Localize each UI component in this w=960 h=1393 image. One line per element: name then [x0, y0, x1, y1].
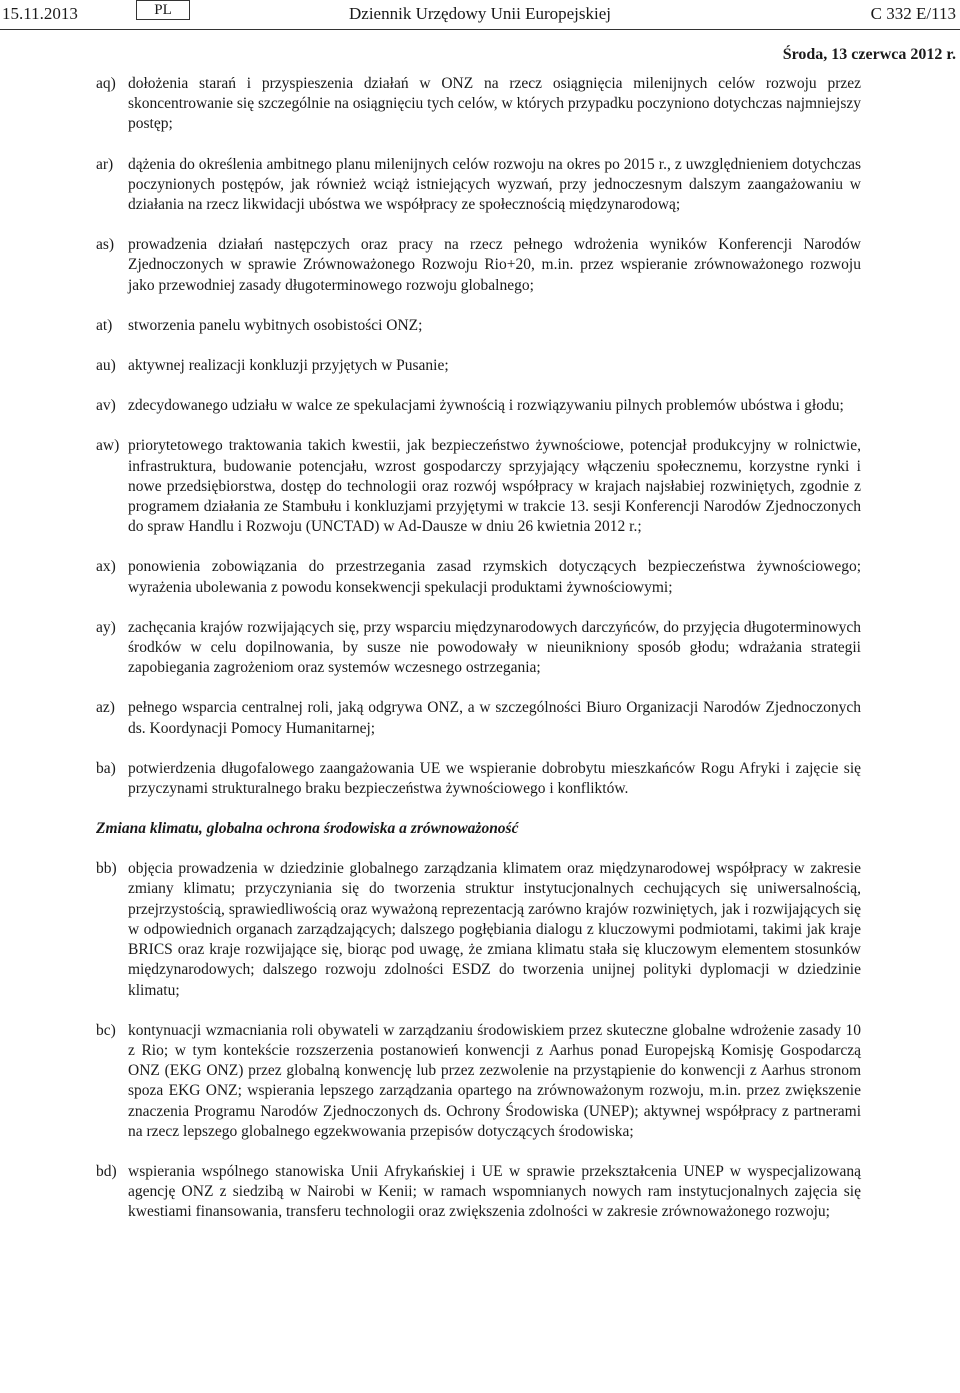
item-label: at) — [96, 316, 113, 334]
publication-date: 15.11.2013 — [2, 4, 78, 23]
item-text: wspierania wspólnego stanowiska Unii Afrykańskiej i UE w sprawie przekształcenia UNEP w wyspecjalizowaną agencję ONZ z siedzibą w Nairobi w Kenii; w ramach wspomnianych nowych ram instytucjonalnych zajęcia się kwestiami finansowania, transferu technologii oraz zwiększenia zdolności w zakresie zrównoważonego rozwoju; — [128, 1162, 861, 1221]
list-item — [96, 235, 861, 296]
item-label: aq) — [96, 75, 116, 92]
session-date: Środa, 13 czerwca 2012 r. — [782, 46, 956, 63]
item-label: au) — [96, 357, 116, 375]
item-text: prowadzenia działań następczych oraz pracy na rzecz pełnego wdrożenia wyników Konferencji Narodów Zjednoczonych w sprawie Zrównoważonego Rozwoju Rio+20, m.in. przez wspieranie zrównoważonego rozwoju jako przewodniej zasady długoterminowego rozwoju globalnego; — [128, 236, 861, 294]
list-item — [96, 396, 861, 416]
list-item — [96, 74, 861, 135]
item-text: zachęcania krajów rozwijających się, przy wsparciu międzynarodowych darczyńców, do przyjęcia długoterminowych środków w celu dopilnowania, by susze nie powodowały w nieunikniony sposób głodu; wdrażania strategii zapobiegania zagrożeniom oraz systemów wczesnego ostrzegania; — [128, 618, 861, 677]
page-reference: C 332 E/113 — [870, 4, 956, 23]
document-body — [96, 74, 861, 1243]
list-item — [96, 436, 861, 537]
item-label: aw) — [96, 437, 120, 455]
item-text: dołożenia starań i przyspieszenia działań w ONZ na rzecz osiągnięcia milenijnych celów rozwoju przez skoncentrowanie się szczególnie na osiągnięciu tych celów, w których przypadku poczyniono dotychczas najmniejszy postęp; — [128, 75, 861, 133]
list-item — [96, 316, 861, 336]
item-text: zdecydowanego udziału w walce ze spekulacjami żywnością i rozwiązywaniu pilnych problemów ubóstwa i głodu; — [128, 397, 844, 415]
item-text: priorytetowego traktowania takich kwestii, jak bezpieczeństwo żywnościowe, potencjał produkcyjny w rolnictwie, infrastruktura, budowanie potencjału, wzrost gospodarczy sprzyjający włączeniu społecznemu, korzystne rynki i nowe przedsiębiorstwa, dostęp do technologii oraz rozwój współpracy w krajach najsłabiej rozwiniętych, zgodnie z programem działania ze Stambułu i konkluzjami przyjętymi w trakcie 13. sesji Konferencji Narodów Zjednoczonych do spraw Handlu i Rozwoju (UNCTAD) w Ad-Dausze w dniu 26 kwietnia 2012 r.; — [128, 437, 861, 536]
language-badge: PL — [136, 0, 190, 20]
item-text: objęcia prowadzenia w dziedzinie globalnego zarządzania klimatem oraz międzynarodowej współpracy w zakresie zmiany klimatu; przyczyniania się do tworzenia struktur instytucjonalnych cechujących się uniwersalnością, przejrzystością, sprawiedliwością oraz wyważoną reprezentacją zarówno krajów rozwiniętych, jak i rozwijających się w odpowiednich organach zarządzających; dalszego pogłębiania dialogu z kluczowymi podmiotami, takimi jak kraje BRICS oraz kraje rozwijające się, biorąc pod uwagę, że zmiana klimatu stała się kluczowym elementem stosunków międzynarodowych; dalszego rozwoju zdolności ESDZ do tworzenia unijnej polityki dyplomacji w dziedzinie klimatu; — [128, 860, 861, 999]
list-item — [96, 155, 861, 216]
item-text: kontynuacji wzmacniania roli obywateli w zarządzaniu środowiskiem przez skuteczne globalne wdrożenie zasady 10 z Rio; w tym kontekście rozszerzenia postanowień konwencji z Aarhus ponad Europejską Komisję Gospodarczą ONZ (EKG ONZ) przez globalną konwencję lub przez zezwolenie na przystąpienie do konwencji z Aarhus stronom spoza EKG ONZ; wspierania lepszego zarządzania opartego na zrównoważonym rozwoju, m.in. przez zwiększenie znaczenia Programu Narodów Zjednoczonych ds. Ochrony Środowiska (UNEP); aktywnej współpracy z partnerami na rzecz lepszego globalnego egzekwowania przepisów dotyczących środowiska; — [128, 1021, 861, 1140]
item-label: av) — [96, 397, 116, 415]
item-label: ar) — [96, 155, 114, 173]
item-label: bd) — [96, 1162, 117, 1180]
list-item — [96, 759, 861, 799]
item-label: bb) — [96, 860, 117, 878]
list-item — [96, 618, 861, 679]
item-label: ba) — [96, 759, 116, 777]
item-text: potwierdzenia długofalowego zaangażowania UE we wspieranie dobrobytu mieszkańców Rogu Afryki i zajęcie się przyczynami strukturalnego braku bezpieczeństwa żywnościowego i konfliktów. — [128, 759, 861, 798]
item-text: ponowienia zobowiązania do przestrzegania zasad rzymskich dotyczących bezpieczeństwa żywnościowego; wyrażenia ubolewania z powodu konsekwencji spekulacji produktami żywnościowymi; — [128, 558, 861, 596]
list-item — [96, 356, 861, 376]
page-header — [0, 0, 960, 36]
journal-title: Dziennik Urzędowy Unii Europejskiej — [349, 4, 612, 23]
item-label: bc) — [96, 1021, 116, 1039]
header-divider — [0, 29, 960, 30]
item-label: as) — [96, 236, 115, 254]
item-label: az) — [96, 699, 115, 717]
item-text: aktywnej realizacji konkluzji przyjętych w Pusanie; — [128, 357, 449, 375]
item-text: dążenia do określenia ambitnego planu milenijnych celów rozwoju na okres po 2015 r., z uwzględnieniem dotychczas poczynionych postępów, jak również wciąż istniejących wyzwań, przy jednoczesnym dalszym zaangażowaniu w działania na rzecz likwidacji ubóstwa we współpracy ze społecznością międzynarodową; — [128, 155, 861, 214]
item-label: ax) — [96, 558, 116, 576]
item-text: stworzenia panelu wybitnych osobistości ONZ; — [128, 316, 423, 334]
item-label: ay) — [96, 618, 116, 636]
list-item — [96, 859, 861, 1000]
list-item — [96, 557, 861, 597]
section-heading: Zmiana klimatu, globalna ochrona środowiska a zrównoważoność — [96, 820, 519, 838]
list-item — [96, 1021, 861, 1142]
list-item — [96, 1162, 861, 1223]
item-text: pełnego wsparcia centralnej roli, jaką odgrywa ONZ, a w szczególności Biuro Organizacji Narodów Zjednoczonych ds. Koordynacji Pomocy Humanitarnej; — [128, 699, 861, 737]
list-item — [96, 698, 861, 738]
